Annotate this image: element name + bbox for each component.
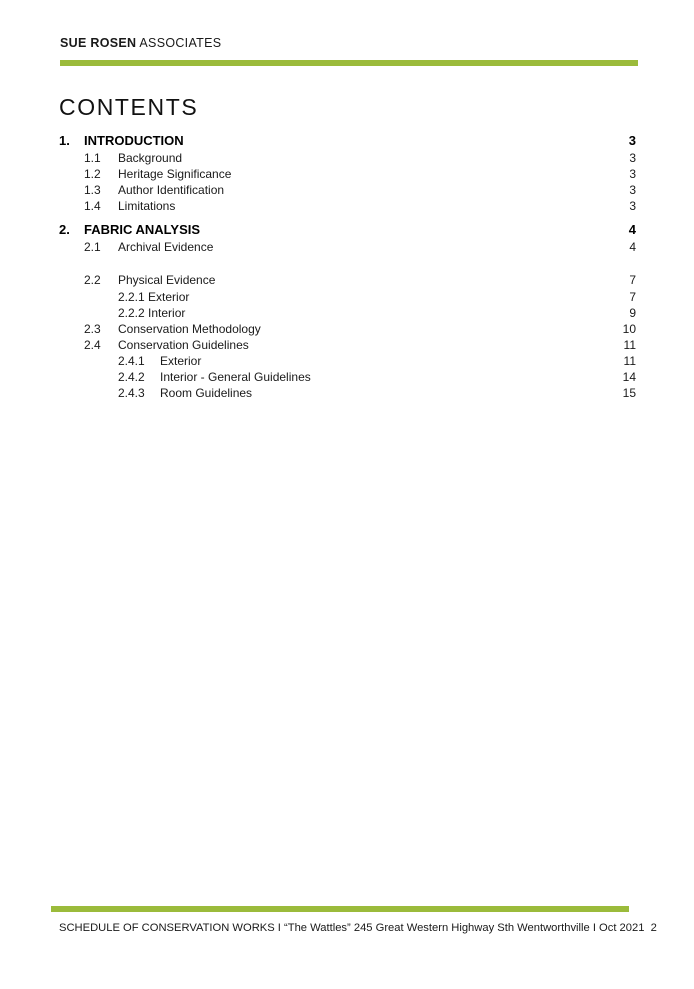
toc-entry-number: 2. xyxy=(59,222,70,237)
toc-entry-number: 2.4.3 xyxy=(118,386,145,400)
toc-entry xyxy=(0,240,636,256)
footer-text: SCHEDULE OF CONSERVATION WORKS I “The Wattles” 245 Great Western Highway Sth Wentworthville I Oct 2021 xyxy=(59,922,645,934)
toc-entry xyxy=(0,370,636,386)
toc-entry-number: 1. xyxy=(59,133,70,148)
toc-entry xyxy=(0,306,636,322)
toc-entry-number: 1.3 xyxy=(84,183,101,197)
page-footer xyxy=(59,922,657,934)
toc-entry-label: Limitations xyxy=(118,199,176,213)
toc-entry-label: Archival Evidence xyxy=(118,240,214,254)
toc-entry xyxy=(0,199,636,215)
toc-entry-label: Exterior xyxy=(160,354,202,368)
toc-entry-number: 2.1 xyxy=(84,240,101,254)
toc-entry-page: 15 xyxy=(622,386,636,400)
toc-entry xyxy=(0,322,636,338)
toc-entry xyxy=(0,167,636,183)
brand-bold: SUE ROSEN xyxy=(60,36,137,50)
toc-entry-label: FABRIC ANALYSIS xyxy=(84,222,201,237)
toc-entry-page: 14 xyxy=(622,370,636,384)
toc-entry-number: 1.1 xyxy=(84,151,101,165)
toc-entry-page: 4 xyxy=(629,240,636,254)
toc-entry-label: Conservation Methodology xyxy=(118,322,261,336)
toc-entry xyxy=(0,222,636,238)
toc-entry-label: Interior - General Guidelines xyxy=(160,370,311,384)
page-title: CONTENTS xyxy=(59,94,199,120)
toc-entry-number: 2.2 xyxy=(84,273,101,287)
toc-entry-page: 4 xyxy=(628,222,636,237)
toc-entry-number: 2.4 xyxy=(84,338,101,352)
toc-entry xyxy=(0,133,636,149)
toc-entry-label: Physical Evidence xyxy=(118,273,216,287)
toc-entry-number: 1.4 xyxy=(84,199,101,213)
toc-entry-label: Author Identification xyxy=(118,183,225,197)
toc-entry-number: 1.2 xyxy=(84,167,101,181)
toc-entry xyxy=(0,338,636,354)
toc-entry-page: 7 xyxy=(629,290,636,304)
toc-entry-page: 3 xyxy=(629,199,636,213)
header-rule xyxy=(60,60,638,66)
toc-entry-page: 11 xyxy=(623,338,636,352)
toc-entry xyxy=(0,386,636,402)
toc-entry xyxy=(0,290,636,306)
toc-entry-number: 2.3 xyxy=(84,322,101,336)
toc-entry-label: Heritage Significance xyxy=(118,167,232,181)
toc-entry-page: 7 xyxy=(629,273,636,287)
toc-entry-label: Room Guidelines xyxy=(160,386,253,400)
toc-entry-page: 10 xyxy=(622,322,636,336)
toc-entry xyxy=(0,354,636,370)
toc-entry-number: 2.4.2 xyxy=(118,370,145,384)
toc-entry xyxy=(0,151,636,167)
toc-entry xyxy=(0,183,636,199)
toc-entry-label: Background xyxy=(118,151,183,165)
toc-entry-label: 2.2.2 Interior xyxy=(118,306,186,320)
toc-entry-number: 2.4.1 xyxy=(118,354,145,368)
toc-entry-label: Conservation Guidelines xyxy=(118,338,249,352)
toc-entry xyxy=(0,273,636,289)
toc-entry-page: 3 xyxy=(629,151,636,165)
brand-rest: ASSOCIATES xyxy=(139,36,222,50)
toc-entry-page: 3 xyxy=(628,133,636,148)
company-brand xyxy=(60,36,221,50)
toc-entry-label: 2.2.1 Exterior xyxy=(118,290,190,304)
toc-entry-page: 3 xyxy=(629,183,636,197)
toc-entry-page: 11 xyxy=(623,354,636,368)
toc-entry-page: 3 xyxy=(629,167,636,181)
toc-entry-page: 9 xyxy=(629,306,636,320)
footer-page-number: 2 xyxy=(650,922,657,934)
toc-entry-label: INTRODUCTION xyxy=(84,133,184,148)
footer-rule xyxy=(51,906,629,912)
